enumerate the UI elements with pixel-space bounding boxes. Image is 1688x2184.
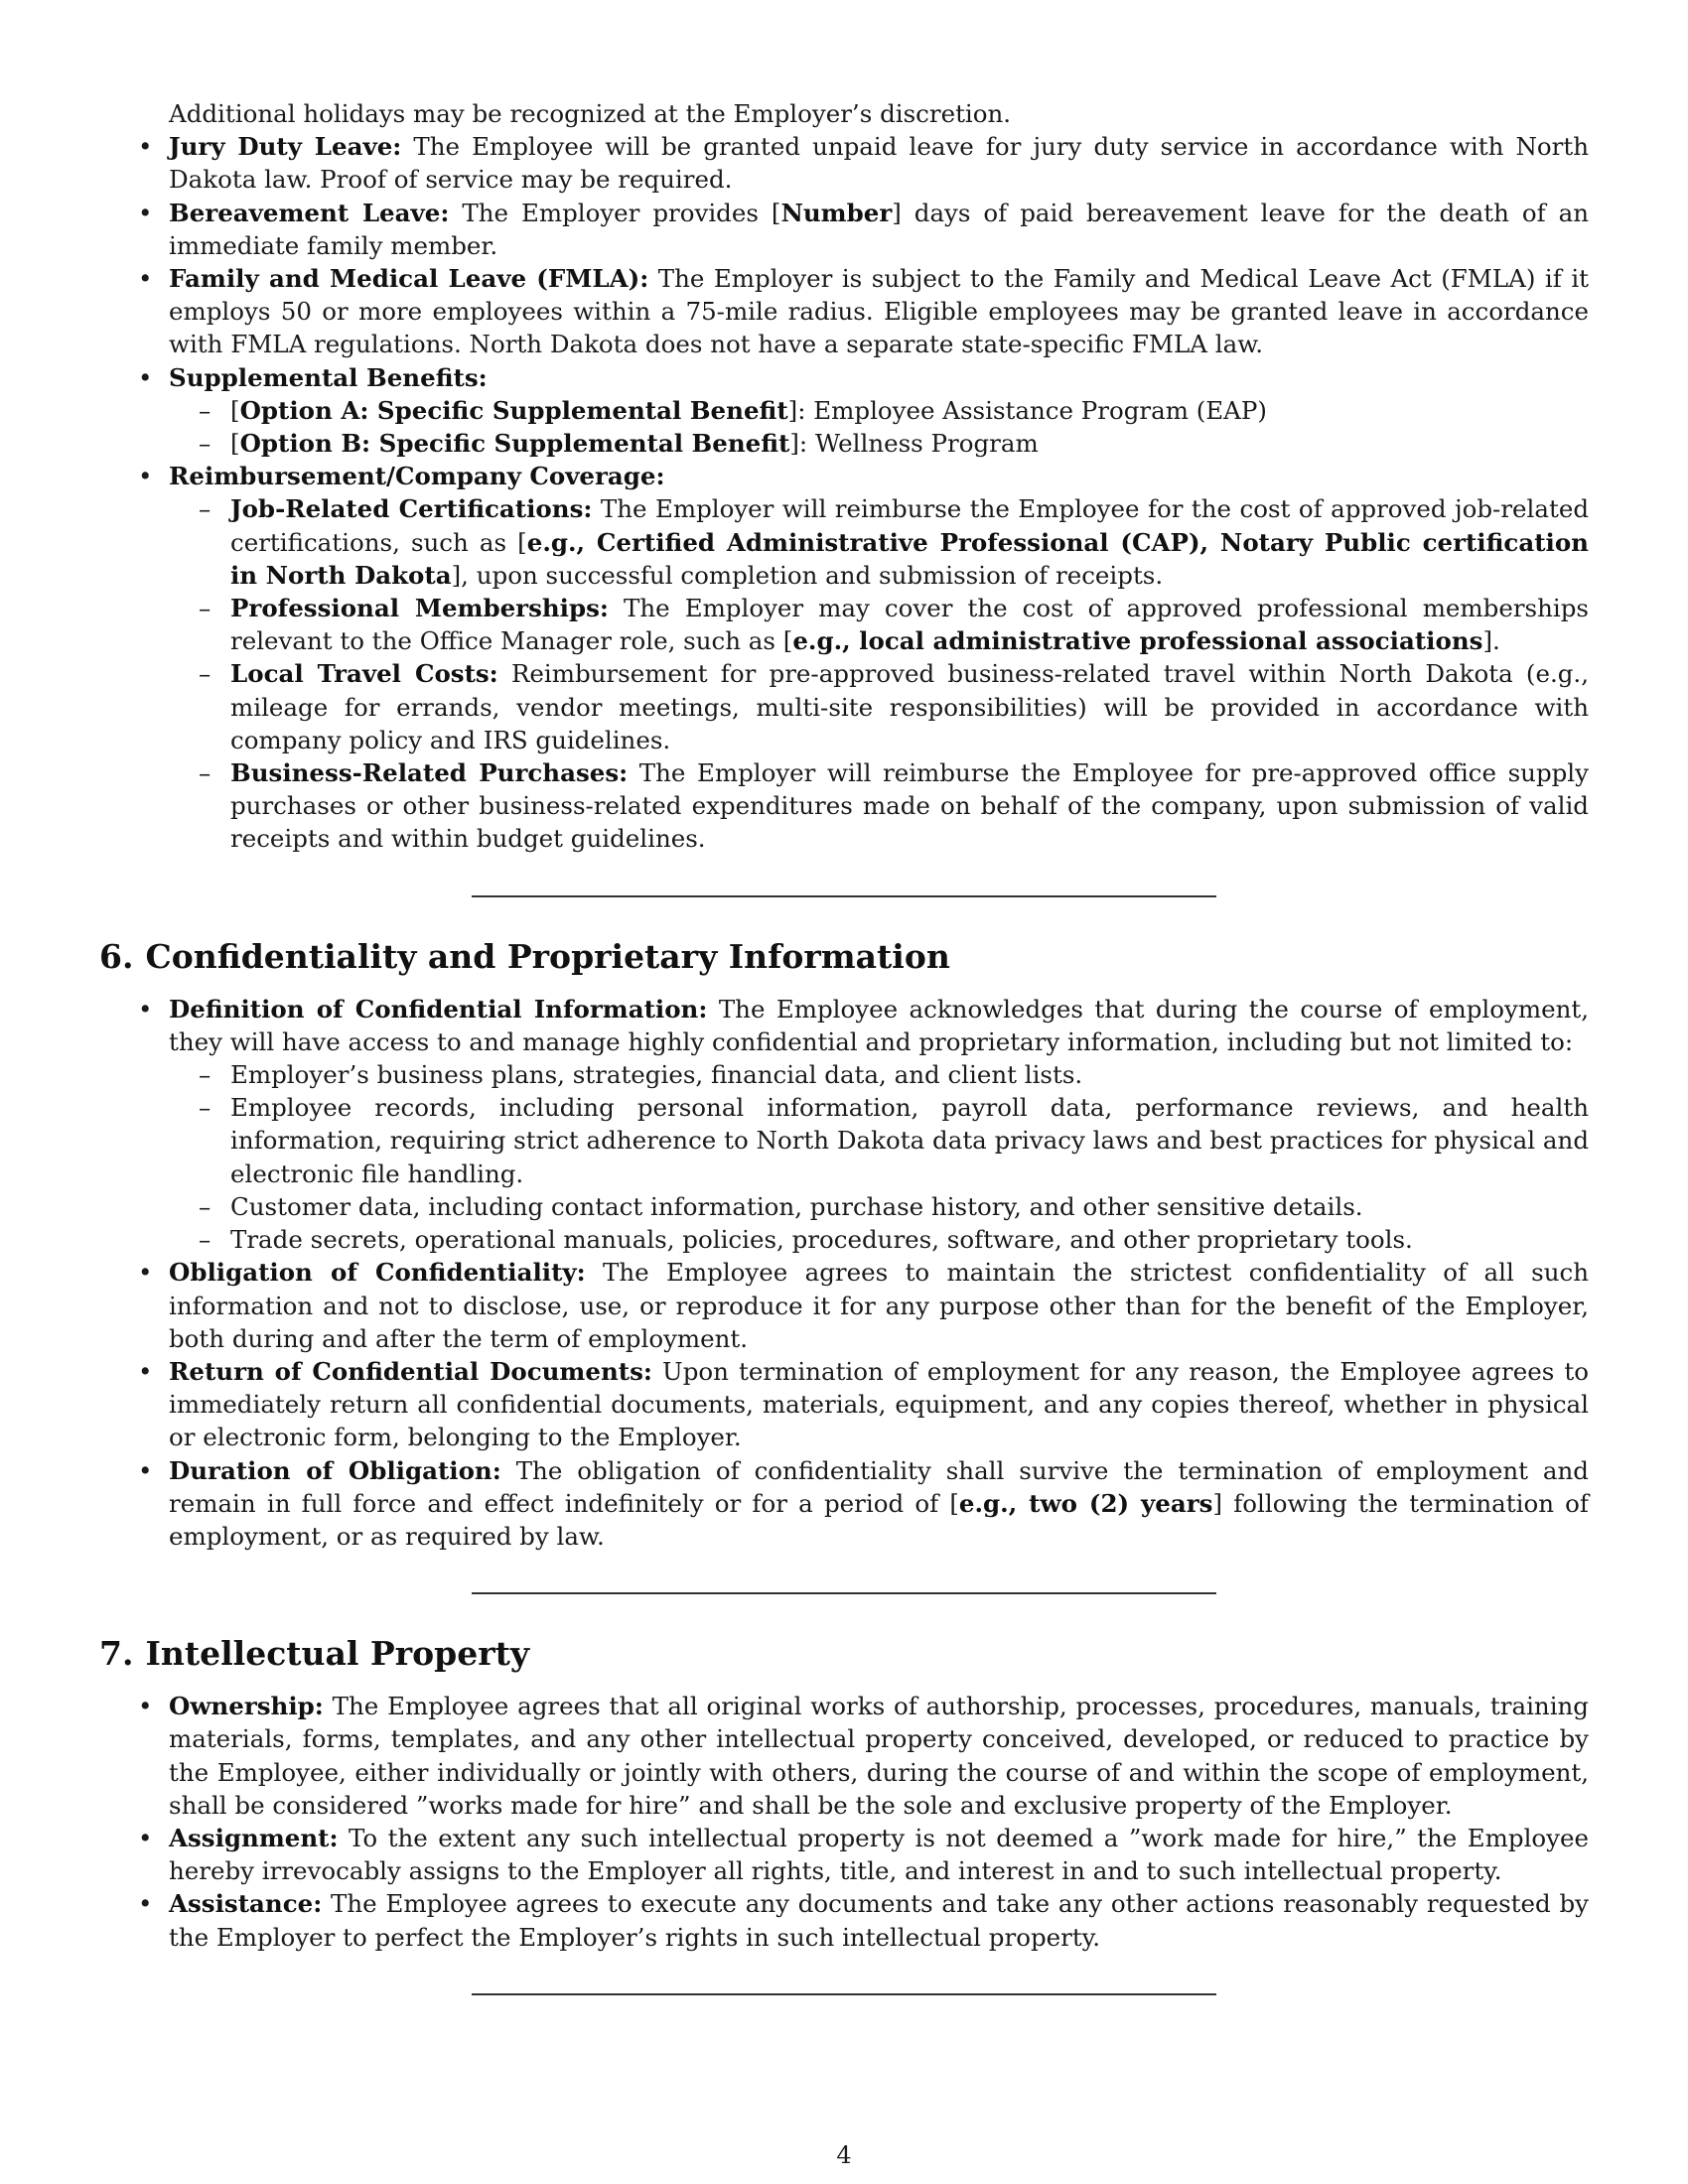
list-item-bereavement [169,197,1589,262]
placeholder-field: e.g., local administrative professional associations [792,626,1483,656]
item-text: ] days of paid bereavement leave for the death of an immediate family member. [169,198,1590,260]
item-term: Jury Duty Leave: [169,132,402,162]
item-text: The Employer is subject to the Family and Medical Leave Act (FMLA) if it employs 50 or more employees within a 75-mile radius. Eligible employees may be granted leave in accordance with FMLA regulations. North Dakota does not have a separate state-specific FMLA law. [169,264,1590,359]
item-term: Obligation of Confidentiality: [169,1258,586,1288]
placeholder-field: e.g., two (2) years [958,1488,1213,1518]
list-item-jury-duty [169,130,1589,196]
leading-text: Additional holidays may be recognized at the Employer’s discretion. [169,99,1012,128]
item-term: Supplemental Benefits: [169,362,488,392]
page-number: 4 [836,2141,852,2169]
confidentiality-list [99,993,1589,1553]
item-text: The Employer provides [ [449,198,781,227]
list-item-definition [169,993,1589,1257]
sublist-item [230,756,1589,856]
item-text: Reimbursement for pre-approved business-related travel within North Dakota (e.g., mileage for errands, vendor meetings, multi-site responsibilities) will be provided in accordance with company policy and IRS guidelines. [230,659,1589,754]
item-text: Upon termination of employment for any reason, the Employee agrees to immediately return all confidential documents, materials, equipment, and any copies thereof, whether in physical or electronic form, belonging to the Employer. [169,1356,1589,1452]
section-title: Intellectual Property [145,1634,530,1674]
item-text: The Employee agrees to maintain the strictest confidentiality of all such information and not to disclose, use, or reproduce it for any purpose other than for the benefit of the Employer, both during and after the term of employment. [169,1258,1589,1353]
item-term: Family and Medical Leave (FMLA): [169,264,649,294]
item-term: Return of Confidential Documents: [169,1356,652,1386]
item-text: The Employer will reimburse the Employee for pre-approved office supply purchases or other business-related expenditures made on behalf of the company, upon submission of valid receipts and within budget guidelines. [230,758,1589,854]
section-divider [472,1993,1216,1995]
bracket: [ [230,395,240,425]
placeholder-field: e.g., Certified Administrative Professional (CAP), Notary Public certification in North Dakota [230,527,1589,590]
item-term: Business-Related Purchases: [230,758,629,788]
list-item-reimbursement [169,460,1589,855]
sublist-item [230,657,1589,756]
sublist-item [230,394,1589,427]
item-term: Ownership: [169,1692,324,1721]
item-term: Assignment: [169,1823,339,1852]
item-term: Reimbursement/Company Coverage: [169,462,665,491]
section-number: 6. [99,936,134,976]
list-item-fmla [169,262,1589,361]
item-term: Definition of Confidential Information: [169,994,708,1024]
item-text: ]: Employee Assistance Program (EAP) [787,395,1267,425]
item-text: The Employer may cover the cost of approved professional memberships relevant to the Office Manager role, such as [ [230,594,1589,656]
placeholder-field: Option A: Specific Supplemental Benefit [239,395,788,425]
sublist-item [230,592,1589,657]
section-title: Confidentiality and Proprietary Information [145,936,950,976]
sublist-item [230,492,1589,592]
definition-sublist [169,1058,1589,1256]
list-item-assistance [169,1887,1589,1953]
section-number: 7. [99,1634,134,1674]
page-content [99,97,1589,1995]
item-term: Job-Related Certifications: [230,494,593,524]
item-text: ], upon successful completion and submission of receipts. [451,560,1164,590]
item-text: The Employee agrees to execute any documents and take any other actions reasonably requested by the Employer to perfect the Employer’s rights in such intellectual property. [169,1889,1589,1952]
item-text: The Employee will be granted unpaid leave for jury duty service in accordance with North Dakota law. Proof of service may be required. [169,132,1589,195]
placeholder-field: Option B: Specific Supplemental Benefit [239,429,790,459]
sublist-item [230,427,1589,460]
item-text: The Employer will reimburse the Employee for the cost of approved job-related certifications, such as [ [230,494,1589,557]
reimbursement-sublist [169,492,1589,855]
item-term: Local Travel Costs: [230,659,498,689]
item-text: The obligation of confidentiality shall survive the termination of employment and remain in full force and effect indefinitely or for a period of [ [169,1455,1589,1518]
item-term: Professional Memberships: [230,594,609,623]
item-text: ]. [1482,626,1500,656]
item-text: The Employee acknowledges that during the course of employment, they will have access to and manage highly confidential and proprietary information, including but not limited to: [169,994,1589,1056]
supplemental-sublist [169,394,1589,460]
sublist-item: – Customer data, including contact information, purchase history, and other sensitive details. [230,1190,1589,1223]
item-text: ] following the termination of employment, or as required by law. [169,1488,1589,1551]
list-item-assignment [169,1822,1589,1887]
list-item-obligation [169,1256,1589,1355]
bracket: [ [230,429,240,459]
sublist-item: – Employer’s business plans, strategies, financial data, and client lists. [230,1058,1589,1091]
sublist-item: – Employee records, including personal information, payroll data, performance reviews, and health information, requiring strict adherence to North Dakota data privacy laws and best practices for physical and electronic file handling. [230,1091,1589,1190]
intellectual-property-list [99,1690,1589,1954]
item-term: Duration of Obligation: [169,1455,501,1485]
section-divider [472,1592,1216,1594]
item-text: ]: Wellness Program [789,429,1039,459]
item-text: To the extent any such intellectual property is not deemed a ”work made for hire,” the Employee hereby irrevocably assigns to the Employer all rights, title, and interest in and to such intellectual property. [169,1823,1589,1886]
section-divider [472,895,1216,897]
benefits-list [99,130,1589,855]
section-heading-6 [99,937,1589,977]
list-item-supplemental [169,361,1589,461]
list-item-duration [169,1454,1589,1554]
list-item-ownership [169,1690,1589,1822]
item-term: Assistance: [169,1889,323,1919]
sublist-item: – Trade secrets, operational manuals, policies, procedures, software, and other proprietary tools. [230,1223,1589,1256]
placeholder-field: Number [780,198,893,227]
section-heading-7 [99,1634,1589,1674]
item-term: Bereavement Leave: [169,198,450,227]
item-text: The Employee agrees that all original works of authorship, processes, procedures, manuals, training materials, forms, templates, and any other intellectual property conceived, developed, or reduced to practice by the Employee, either individually or jointly with others, during the course of and within the scope of employment, shall be considered ”works made for hire” and shall be the sole and exclusive property of the Employer. [169,1692,1589,1820]
list-item-return [169,1355,1589,1454]
